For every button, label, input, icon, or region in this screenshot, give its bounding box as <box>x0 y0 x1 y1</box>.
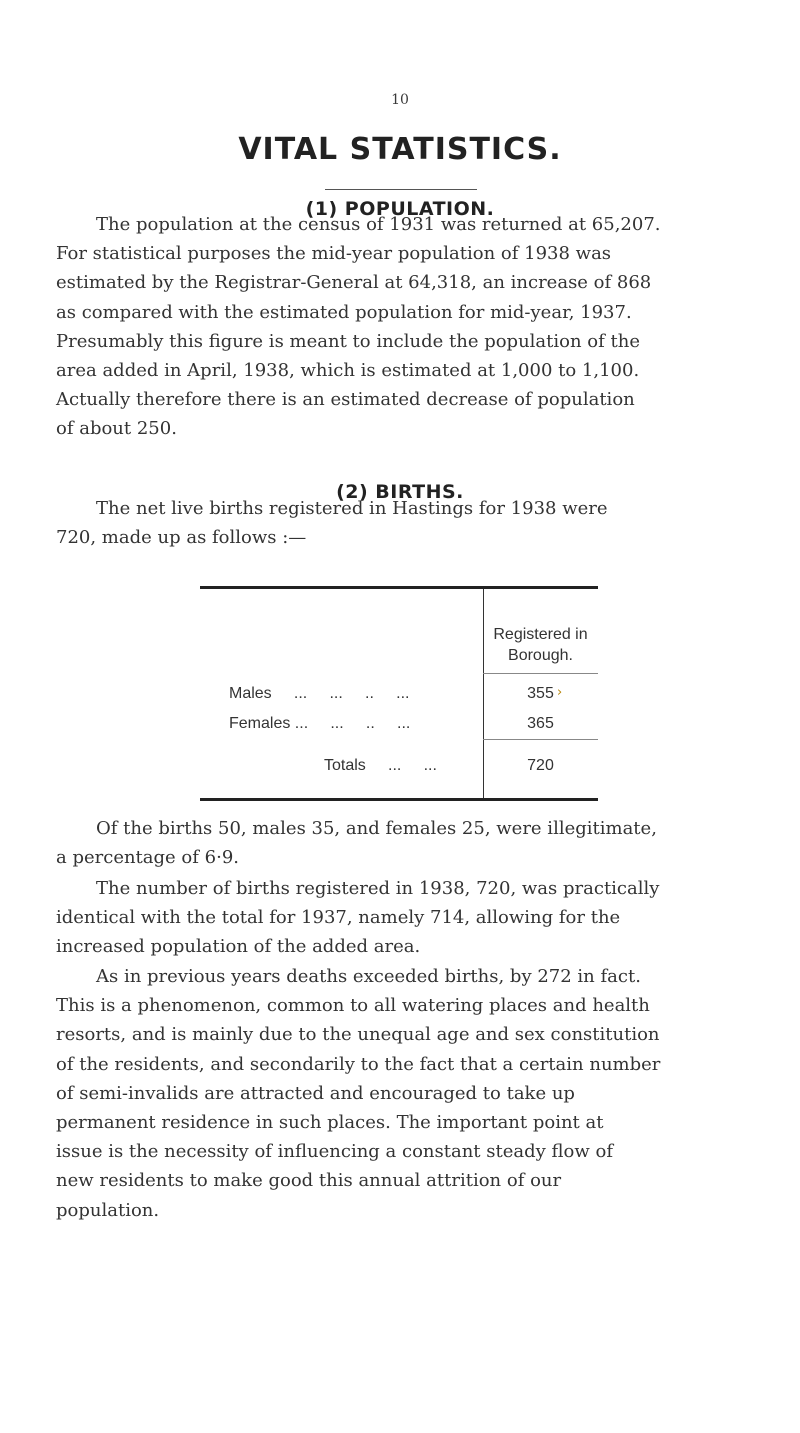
column-header-line: Borough. <box>508 647 573 664</box>
row-label-totals: Totals ... ... <box>324 757 437 774</box>
table-bottom-rule <box>200 798 598 801</box>
illegitimate-paragraph <box>56 814 746 872</box>
text-line: of the residents, and secondarily to the fact that a certain number <box>56 1053 661 1075</box>
text-line: Presumably this figure is meant to include the population of the <box>56 330 640 352</box>
text-line: estimated by the Registrar-General at 64,318, an increase of 868 <box>56 272 652 294</box>
text-line: a percentage of 6·9. <box>56 847 239 869</box>
table-header-rule <box>483 673 598 674</box>
column-header-line: Registered in <box>493 626 588 643</box>
text-line: population. <box>56 1199 160 1221</box>
text-line: increased population of the added area. <box>56 936 421 958</box>
text-line: new residents to make good this annual attrition of our <box>56 1170 562 1192</box>
text-line: 720, made up as follows :— <box>56 527 307 549</box>
text-line: The population at the census of 1931 was returned at 65,207. <box>96 214 661 235</box>
text-line: identical with the total for 1937, namely 714, allowing for the <box>56 907 621 929</box>
row-label-females: Females ... ... .. ... <box>229 715 411 732</box>
text-line: of about 250. <box>56 418 177 440</box>
text-line: issue is the necessity of influencing a constant steady flow of <box>56 1141 613 1163</box>
population-paragraph <box>56 210 746 444</box>
title-rule <box>325 189 477 190</box>
text-line: For statistical purposes the mid-year population of 1938 was <box>56 243 612 265</box>
text-line: As in previous years deaths exceeded births, by 272 in fact. <box>96 966 641 987</box>
page-number: 10 <box>391 92 409 108</box>
table-total-rule <box>483 739 598 740</box>
column-header <box>483 624 598 666</box>
text-line: of semi-invalids are attracted and encouraged to take up <box>56 1082 575 1104</box>
table-top-rule <box>200 586 598 589</box>
text-line: as compared with the estimated population for mid-year, 1937. <box>56 301 632 323</box>
text-line: The net live births registered in Hastings for 1938 were <box>96 498 608 519</box>
text-line: Actually therefore there is an estimated decrease of population <box>56 389 635 411</box>
text-line: This is a phenomenon, common to all watering places and health <box>56 995 650 1017</box>
population-heading: (1) POPULATION. <box>305 198 495 220</box>
text-line: permanent residence in such places. The important point at <box>56 1112 604 1134</box>
births-heading: (2) BIRTHS. <box>336 481 464 503</box>
row-value-males: 355 <box>527 685 554 702</box>
tick-mark: › <box>557 685 563 700</box>
row-value-totals: 720 <box>527 757 554 774</box>
comparison-paragraph <box>56 874 746 962</box>
text-line: resorts, and is mainly due to the unequal age and sex constitution <box>56 1024 660 1046</box>
text-line: Of the births 50, males 35, and females 25, were illegitimate, <box>96 818 657 839</box>
text-line: The number of births registered in 1938, 720, was practically <box>96 878 660 899</box>
text-line: area added in April, 1938, which is estimated at 1,000 to 1,100. <box>56 360 640 382</box>
row-value-females: 365 <box>527 715 554 732</box>
births-intro <box>56 494 746 552</box>
deaths-paragraph <box>56 962 746 1225</box>
row-label-males: Males ... ... .. ... <box>229 685 410 702</box>
page-title: VITAL STATISTICS. <box>238 132 562 167</box>
